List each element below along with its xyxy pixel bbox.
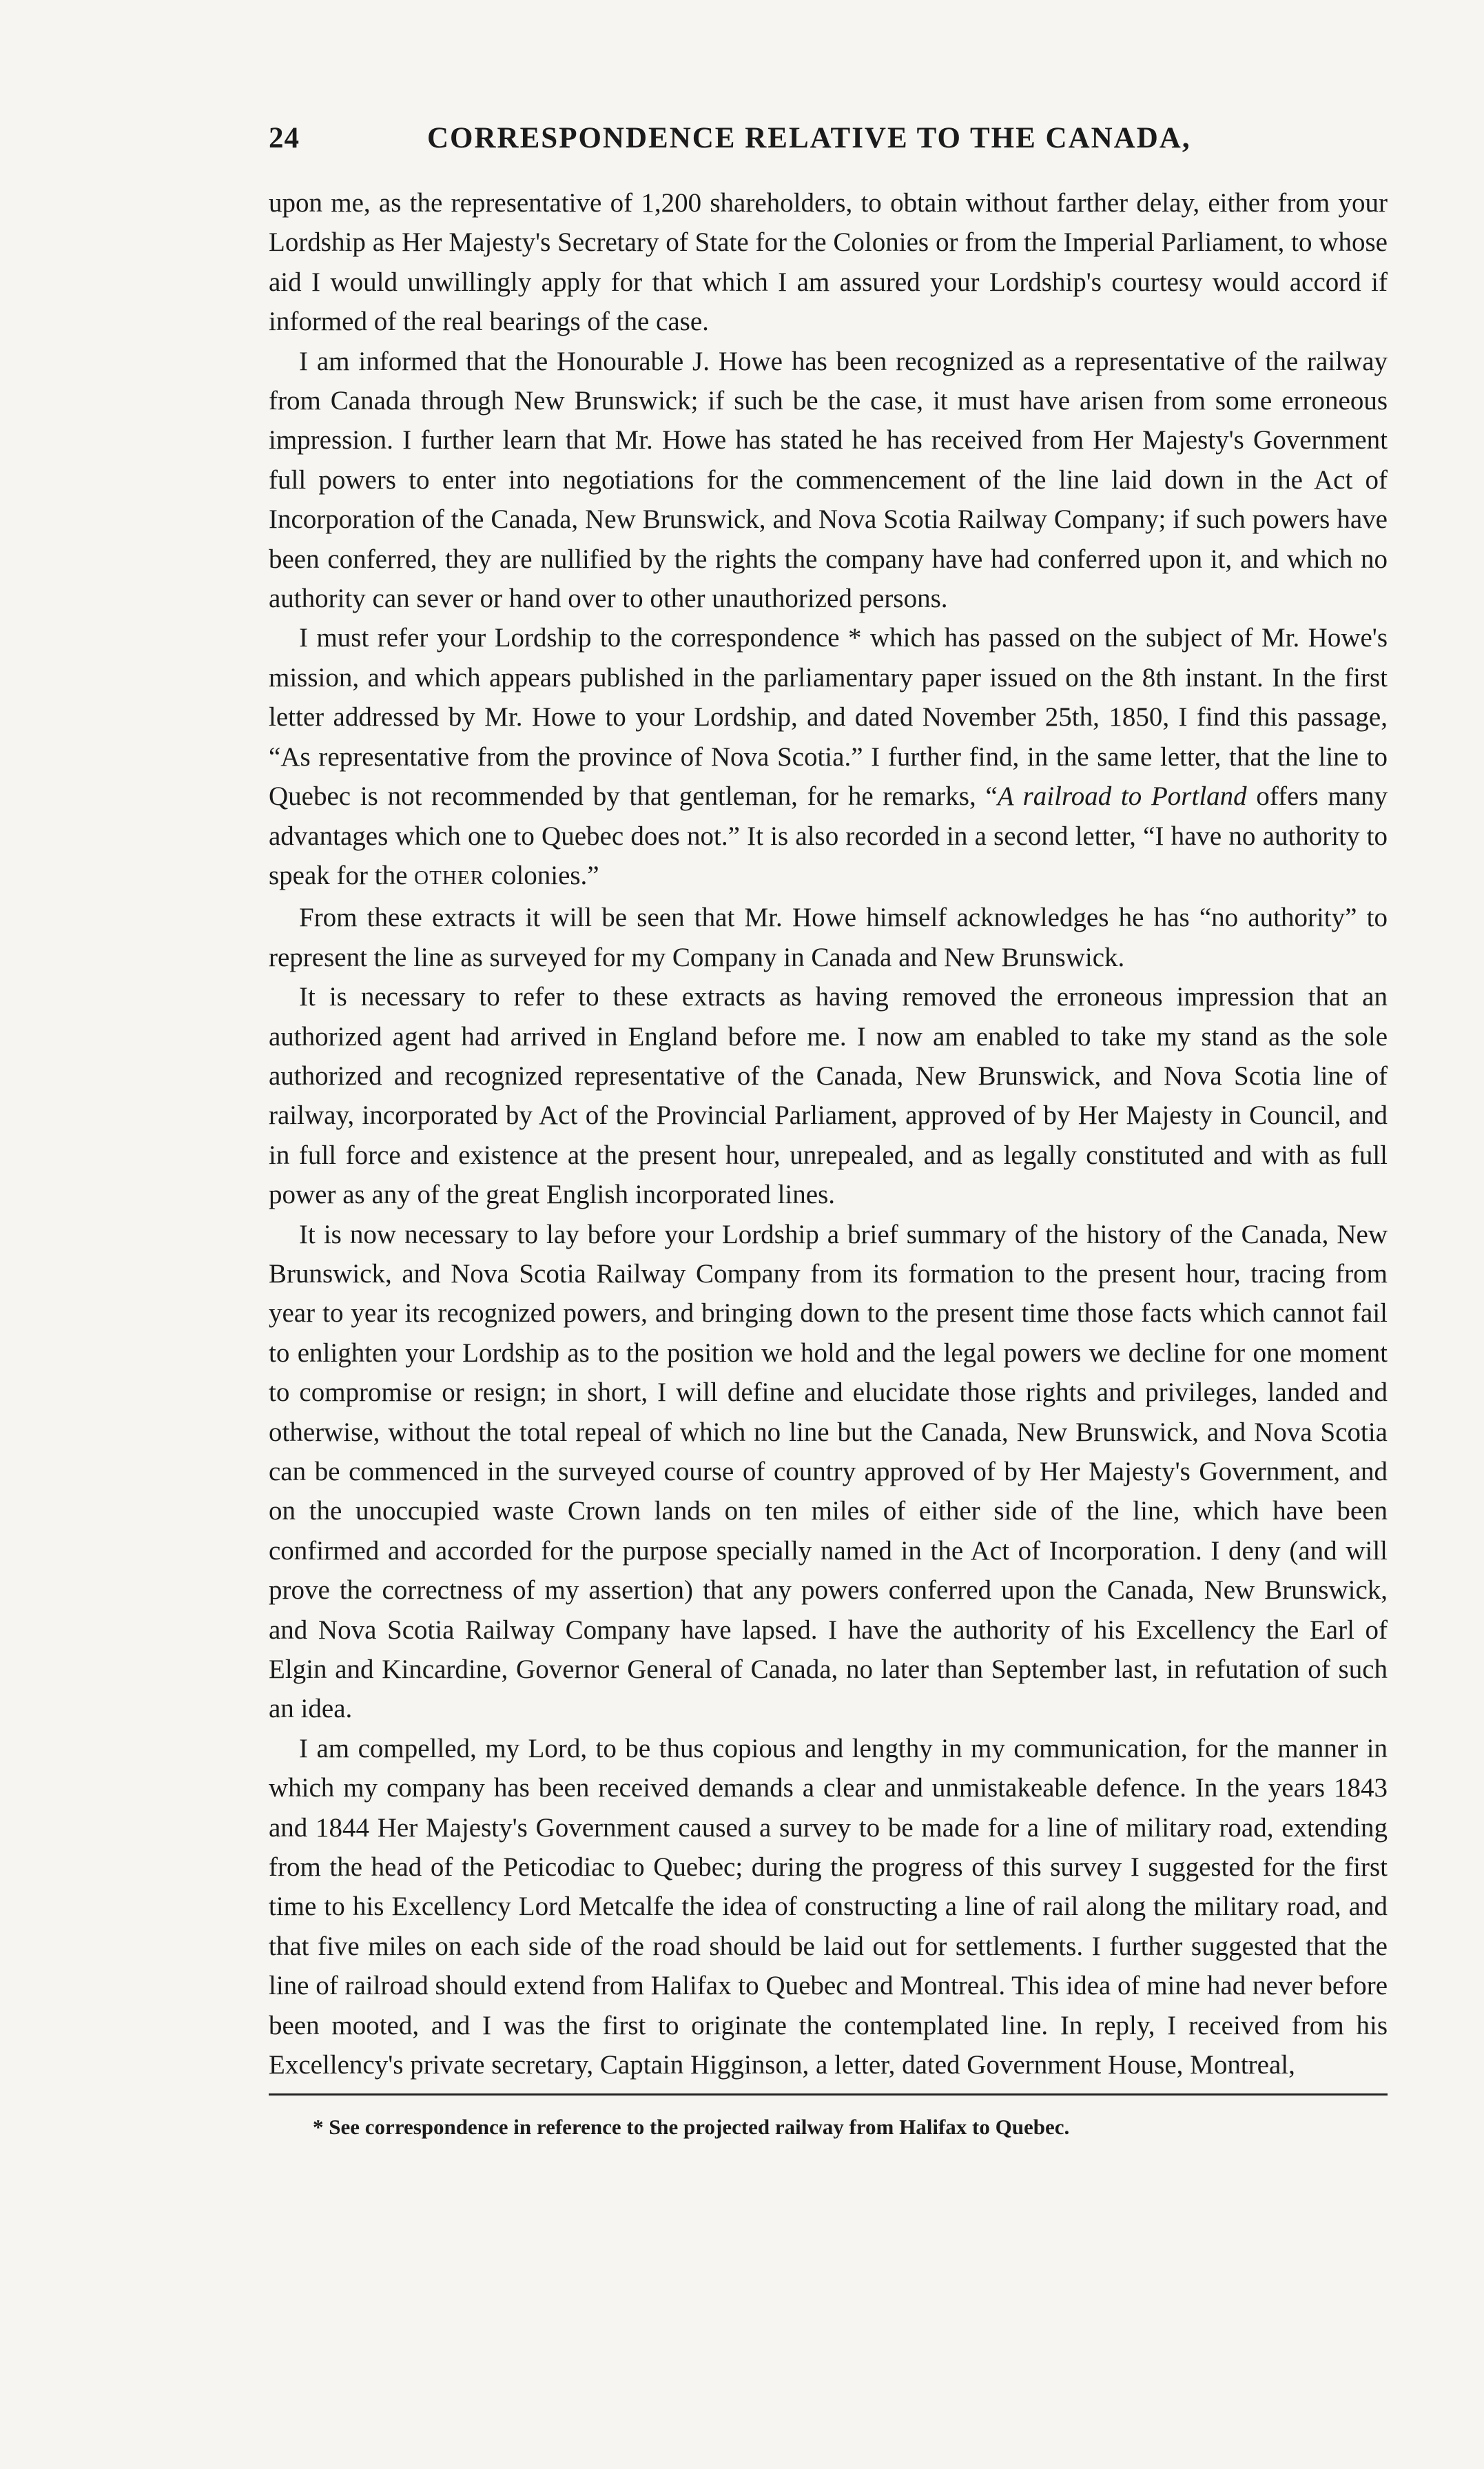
running-head: CORRESPONDENCE RELATIVE TO THE CANADA, bbox=[427, 122, 1191, 154]
paragraph-3-text-1: I must refer your Lordship to the correspondence bbox=[299, 623, 840, 653]
footnote-rule bbox=[269, 2093, 1388, 2096]
paragraph-4: From these extracts it will be seen that Mr. Howe himself acknowledges he has “no authority” to represent the line as surveyed for my Company in Canada and New Brunswick. bbox=[269, 903, 1388, 972]
paragraph-3-italic: A railroad to Portland bbox=[997, 781, 1247, 812]
footnote-marker: * bbox=[848, 623, 862, 653]
body-text bbox=[269, 183, 1388, 2085]
paragraph-3 bbox=[269, 618, 1388, 898]
paragraph-6: It is now necessary to lay before your Lordship a brief summary of the history of the Canada, New Brunswick, and Nova Scotia Railway Company from its formation to the present hour, tracing from year to year its recognized powers, and bringing down to the present time those facts which cannot fail to enlighten your Lordship as to the position we hold and the legal powers we decline for one moment to compromise or resign; in short, I will define and elucidate those rights and privileges, landed and otherwise, without the total repeal of which no line but the Canada, New Brunswick, and Nova Scotia can be commenced in the surveyed course of country approved of by Her Majesty's Government, and on the unoccupied waste Crown lands on ten miles of either side of the line, which have been confirmed and accorded for the purpose specially named in the Act of Incorporation. I deny (and will prove the correctness of my assertion) that any powers conferred upon the Canada, New Brunswick, and Nova Scotia Railway Company have lapsed. I have the authority of his Excellency the Earl of Elgin and Kincardine, Governor General of Canada, no later than September last, in refutation of such an idea. bbox=[269, 1219, 1388, 1724]
footnote: * See correspondence in reference to the projected railway from Halifax to Quebec. bbox=[313, 2114, 1070, 2139]
paragraph-1: upon me, as the representative of 1,200 shareholders, to obtain without farther delay, either from your Lordship as Her Majesty's Secretary of State for the Colonies or from the Imperial Parliament, to whose aid I would unwillingly apply for that which I am assured your Lordship's courtesy would accord if informed of the real bearings of the case. bbox=[269, 188, 1388, 337]
paragraph-7: I am compelled, my Lord, to be thus copious and lengthy in my communication, for the manner in which my company has been received demands a clear and unmistakeable defence. In the years 1843 and 1844 Her Majesty's Government caused a survey to be made for a line of military road, extending from the head of the Peticodiac to Quebec; during the progress of this survey I suggested for the first time to his Excellency Lord Metcalfe the idea of constructing a line of rail along the military road, and that five miles on each side of the road should be laid out for settlements. I further suggested that the line of railroad should extend from Halifax to Quebec and Montreal. This idea of mine had never before been mooted, and I was the first to originate the contemplated line. In reply, I received from his Excellency's private secretary, Captain Higginson, a letter, dated Government House, Montreal, bbox=[269, 1733, 1388, 2080]
page-number: 24 bbox=[269, 122, 300, 154]
page-header bbox=[269, 112, 1388, 157]
paragraph-3-text-3: offers many advantages which one to Quebec does not.” It is also recorded in a second letter, “I have no authority to speak for the bbox=[269, 781, 1388, 890]
paragraph-3-text-2: which has passed on the subject of Mr. Howe's mission, and which appears published in the parliamentary paper issued on the 8th instant. In the first letter addressed by Mr. Howe to your Lordship, and dated November 25th, 1850, I find this passage, “As representative from the province of Nova Scotia.” I further find, in the same letter, that the line to Quebec is not recommended by that gentleman, for he remarks, “ bbox=[269, 623, 1388, 812]
paragraph-2: I am informed that the Honourable J. Howe has been recognized as a representative of the railway from Canada through New Brunswick; if such be the case, it must have arisen from some erroneous impression. I further learn that Mr. Howe has stated he has received from Her Majesty's Government full powers to enter into negotiations for the commencement of the line laid down in the Act of Incorporation of the Canada, New Brunswick, and Nova Scotia Railway Company; if such powers have been conferred, they are nullified by the rights the company have had conferred upon it, and which no authority can sever or hand over to other unauthorized persons. bbox=[269, 346, 1388, 614]
paragraph-3-text-4: colonies.” bbox=[491, 860, 599, 890]
paragraph-3-smallcaps: OTHER bbox=[414, 866, 484, 889]
paragraph-5: It is necessary to refer to these extracts as having removed the erroneous impression that an authorized agent had arrived in England before me. I now am enabled to take my stand as the sole authorized and recognized representative of the Canada, New Brunswick, and Nova Scotia line of railway, incorporated by Act of the Provincial Parliament, approved of by Her Majesty in Council, and in full force and existence at the present hour, unrepealed, and as legally constituted and with as full power as any of the great English incorporated lines. bbox=[269, 982, 1388, 1210]
